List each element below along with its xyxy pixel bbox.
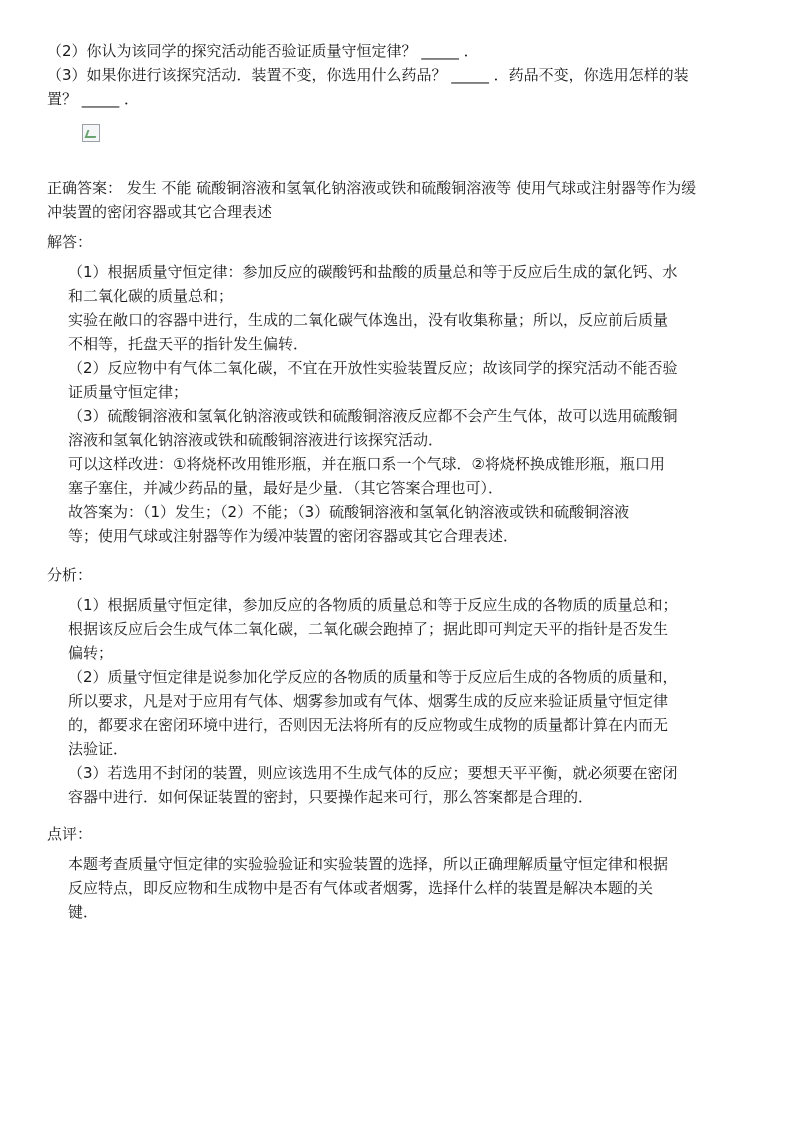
question-2: （2）你认为该同学的探究活动能否验证质量守恒定律？ _____ ． — [47, 42, 479, 60]
correct-answer — [47, 176, 757, 224]
solution-line: 故答案为：（1）发生；（2）不能；（3）硫酸铜溶液和氢氧化钠溶液或铁和硫酸铜溶液 — [68, 503, 630, 521]
analysis-label: 分析： — [47, 566, 93, 584]
analysis-line: 根据该反应后会生成气体二氧化碳，二氧化碳会跑掉了；据此即可判定天平的指针是否发生 — [68, 620, 669, 638]
question-3-line-2: 置？ _____ ． — [47, 90, 140, 108]
analysis-line: （2）质量守恒定律是说参加化学反应的各物质的质量和等于反应后生成的各物质的质量和， — [68, 668, 678, 686]
comment-label: 点评： — [47, 825, 93, 843]
analysis-line: 偏转； — [68, 644, 114, 662]
solution-line: 和二氧化碳的质量总和； — [68, 287, 234, 305]
broken-image-icon — [82, 124, 100, 142]
correct-answer-line-1: 正确答案： 发生 不能 硫酸铜溶液和氢氧化钠溶液或铁和硫酸铜溶液等 使用气球或注射器等作为缓 — [47, 179, 697, 197]
solution-label: 解答： — [47, 233, 93, 251]
solution-line: 证质量守恒定律； — [68, 383, 189, 401]
analysis-line: 容器中进行．如何保证装置的密封，只要操作起来可行，那么答案都是合理的． — [68, 788, 594, 806]
comment-block — [68, 852, 768, 924]
solution-line: 溶液和氢氧化钠溶液或铁和硫酸铜溶液进行该探究活动． — [68, 431, 444, 449]
solution-line: （1）根据质量守恒定律：参加反应的碳酸钙和盐酸的质量总和等于反应后生成的氯化钙、水 — [68, 263, 678, 281]
solution-line: 等；使用气球或注射器等作为缓冲装置的密闭容器或其它合理表述． — [68, 527, 519, 545]
comment-line: 本题考查质量守恒定律的实验验验证和实验装置的选择，所以正确理解质量守恒定律和根据 — [68, 855, 669, 873]
solution-line: 可以这样改进：①将烧杯改用锥形瓶，并在瓶口系一个气球．②将烧杯换成锥形瓶，瓶口用 — [68, 455, 665, 473]
analysis-line: 所以要求，凡是对于应用有气体、烟雾参加或有气体、烟雾生成的反应来验证质量守恒定律 — [68, 692, 669, 710]
solution-line: 实验在敞口的容器中进行，生成的二氧化碳气体逸出，没有收集称量；所以，反应前后质量 — [68, 311, 669, 329]
analysis-line: 法验证． — [68, 740, 129, 758]
analysis-line: （3）若选用不封闭的装置，则应该选用不生成气体的反应；要想天平平衡，就必须要在密闭 — [68, 764, 678, 782]
solution-line: 不相等，托盘天平的指针发生偏转． — [68, 335, 309, 353]
analysis-line: （1）根据质量守恒定律，参加反应的各物质的质量总和等于反应生成的各物质的质量总和； — [68, 596, 678, 614]
analysis-block — [68, 593, 768, 809]
question-3-line-1: （3）如果你进行该探究活动．装置不变，你选用什么药品？ _____ ．药品不变，你选用怎样的装 — [47, 66, 689, 84]
solution-block — [68, 260, 768, 548]
correct-answer-line-2: 冲装置的密闭容器或其它合理表述 — [47, 203, 273, 221]
comment-line: 反应特点，即反应物和生成物中是否有气体或者烟雾，选择什么样的装置是解决本题的关 — [68, 879, 654, 897]
solution-line: （2）反应物中有气体二氧化碳，不宜在开放性实验装置反应；故该同学的探究活动不能否验 — [68, 359, 678, 377]
solution-line: 塞子塞住，并减少药品的量，最好是少量．（其它答案合理也可）． — [68, 479, 504, 497]
comment-line: 键． — [68, 903, 99, 921]
analysis-line: 的，都要求在密闭环境中进行，否则因无法将所有的反应物或生成物的质量都计算在内而无 — [68, 716, 669, 734]
solution-line: （3）硫酸铜溶液和氢氧化钠溶液或铁和硫酸铜溶液反应都不会产生气体，故可以选用硫酸铜 — [68, 407, 678, 425]
